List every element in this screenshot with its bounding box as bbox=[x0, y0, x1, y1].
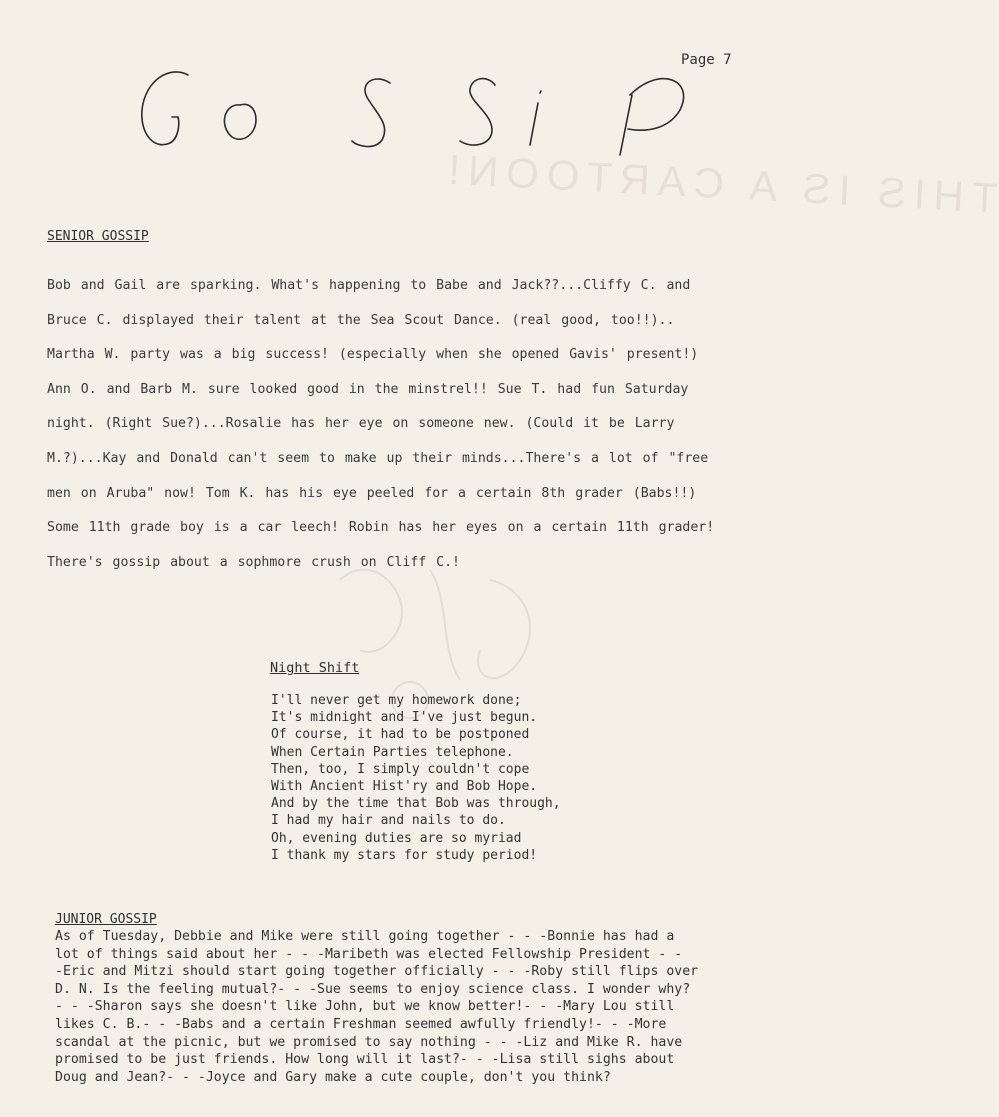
text-line: scandal at the picnic, but we promised to say nothing - - -Liz and Mike R. have bbox=[55, 1034, 683, 1050]
text-line: Bob and Gail are sparking. What's happening to Babe and Jack??...Cliffy C. and bbox=[47, 278, 691, 293]
junior-gossip-paragraph bbox=[55, 928, 755, 1086]
text-line: Bruce C. displayed their talent at the Sea Scout Dance. (real good, too!!).. bbox=[47, 312, 675, 328]
page-number: Page 7 bbox=[681, 52, 732, 68]
text-line: lot of things said about her - - -Maribeth was elected Fellowship President - - bbox=[55, 946, 683, 962]
text-line: promised to be just friends. How long will it last?- - -Lisa still sighs about bbox=[55, 1052, 675, 1068]
poem-title: Night Shift bbox=[270, 660, 360, 676]
poem-line: I thank my stars for study period! bbox=[271, 847, 538, 863]
poem-line: With Ancient Hist'ry and Bob Hope. bbox=[271, 778, 538, 794]
text-line: Doug and Jean?- - -Joyce and Gary make a cute couple, don't you think? bbox=[55, 1069, 611, 1085]
text-line: There's gossip about a sophmore crush on Cliff C.! bbox=[47, 554, 460, 570]
text-line: likes C. B.- - -Babs and a certain Freshman seemed awfully friendly!- - -More bbox=[55, 1016, 667, 1032]
poem-body bbox=[271, 692, 561, 864]
text-line: Martha W. party was a big success! (especially when she opened Gavis' present!) bbox=[47, 347, 699, 363]
text-line: night. (Right Sue?)...Rosalie has her eye on someone new. (Could it be Larry bbox=[47, 416, 675, 432]
poem-line: I'll never get my homework done; bbox=[271, 693, 522, 708]
cartoon-bleedthrough-text: THIS IS A CARTOON! bbox=[439, 145, 999, 222]
poem-line: Oh, evening duties are so myriad bbox=[271, 830, 522, 846]
text-line: men on Aruba" now! Tom K. has his eye peeled for a certain 8th grader (Babs!!) bbox=[47, 485, 697, 501]
poem-line: It's midnight and I've just begun. bbox=[271, 710, 538, 726]
poem-line: Then, too, I simply couldn't cope bbox=[271, 761, 530, 777]
poem-line: And by the time that Bob was through, bbox=[271, 796, 561, 812]
text-line: Ann O. and Barb M. sure looked good in the minstrel!! Sue T. had fun Saturday bbox=[47, 381, 689, 397]
senior-gossip-paragraph bbox=[47, 275, 747, 586]
poem-line: Of course, it had to be postponed bbox=[271, 727, 530, 743]
text-line: Some 11th grade boy is a car leech! Robin has her eyes on a certain 11th grader! bbox=[47, 520, 715, 536]
text-line: -Eric and Mitzi should start going together officially - - -Roby still flips over bbox=[55, 964, 699, 980]
gossip-title-art bbox=[120, 55, 700, 165]
text-line: - - -Sharon says she doesn't like John, but we know better!- - -Mary Lou still bbox=[55, 999, 675, 1015]
poem-line: I had my hair and nails to do. bbox=[271, 813, 506, 829]
junior-gossip-heading: JUNIOR GOSSIP bbox=[55, 912, 157, 927]
text-line: As of Tuesday, Debbie and Mike were still going together - - -Bonnie has had a bbox=[55, 929, 675, 944]
poem-line: When Certain Parties telephone. bbox=[271, 744, 514, 760]
senior-gossip-heading: SENIOR GOSSIP bbox=[47, 229, 149, 244]
text-line: D. N. Is the feeling mutual?- - -Sue seems to enjoy science class. I wonder why? bbox=[55, 981, 691, 997]
text-line: M.?)...Kay and Donald can't seem to make up their minds...There's a lot of "free bbox=[47, 450, 709, 466]
